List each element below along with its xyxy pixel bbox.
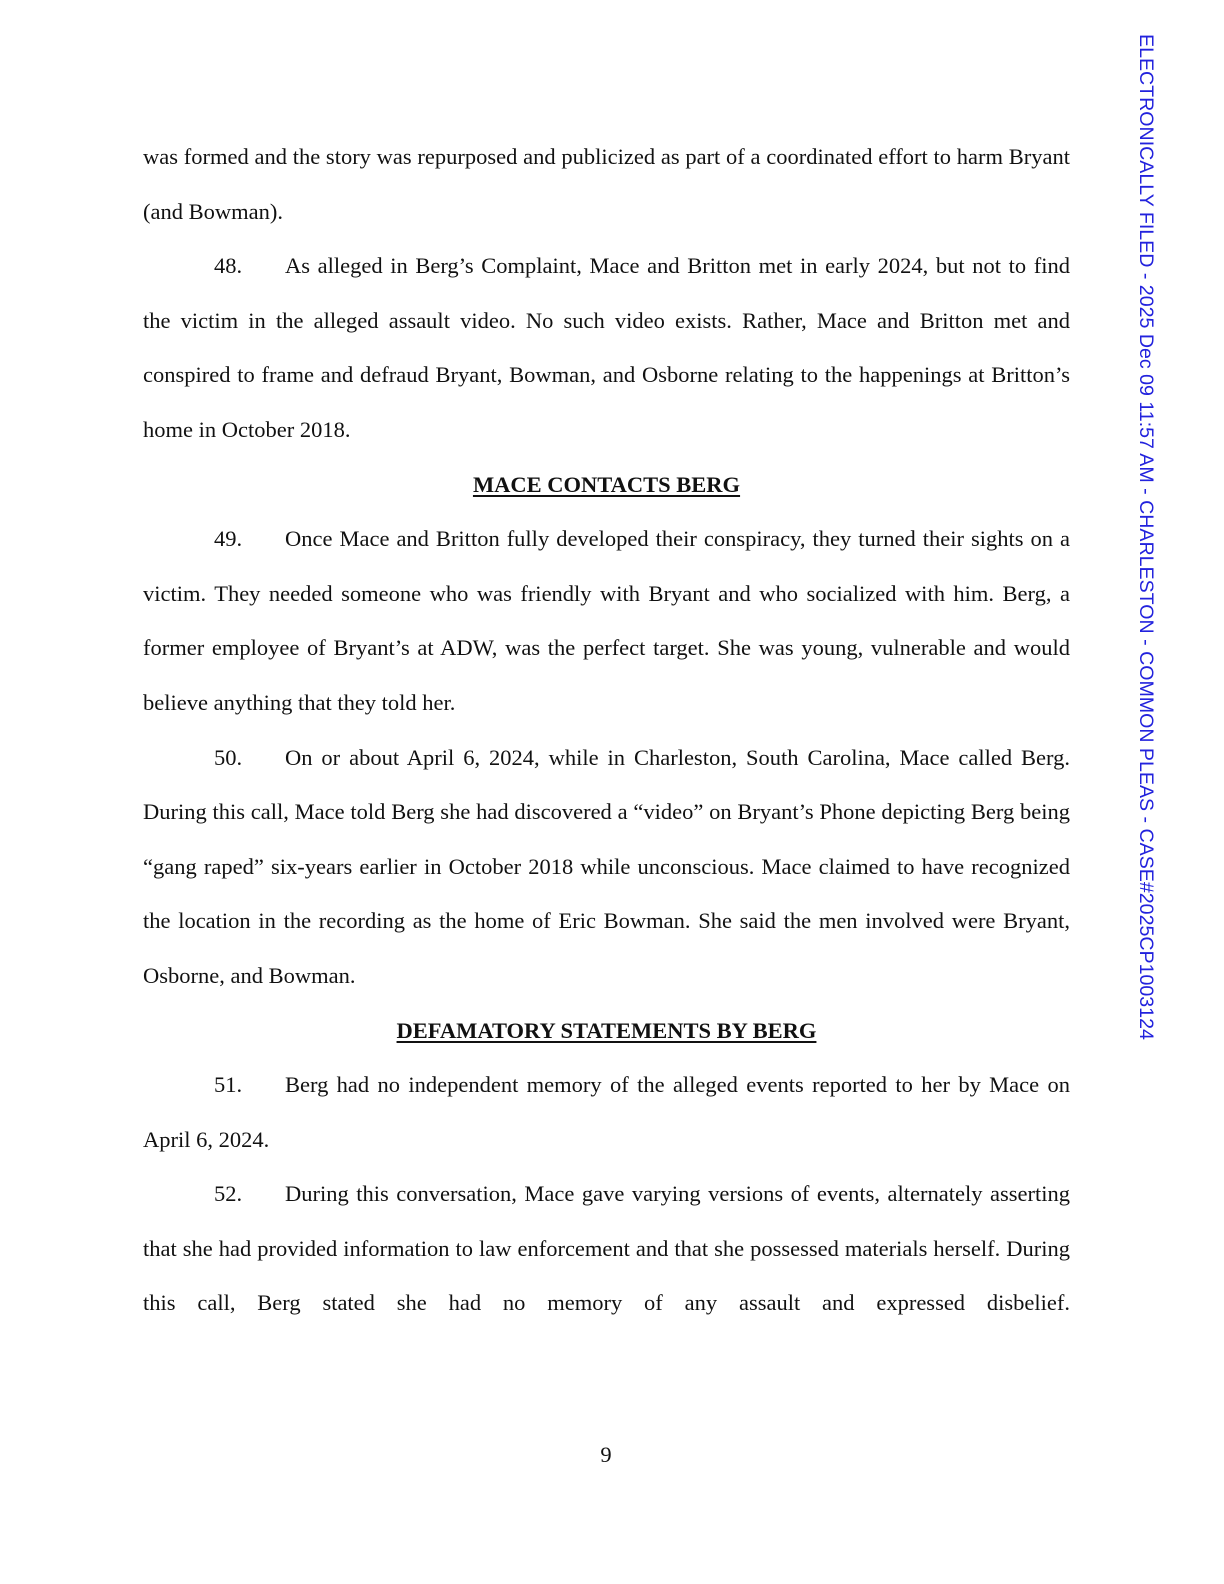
paragraph-51 bbox=[143, 1058, 1070, 1167]
paragraph-48 bbox=[143, 239, 1070, 457]
paragraph-number: 48. bbox=[214, 253, 243, 279]
paragraph-50 bbox=[143, 731, 1070, 1004]
section-heading-defamatory-statements: DEFAMATORY STATEMENTS BY BERG bbox=[396, 1017, 817, 1043]
section-heading-mace-contacts-berg: MACE CONTACTS BERG bbox=[472, 471, 741, 497]
paragraph-text: On or about April 6, 2024, while in Charleston, South Carolina, Mace called Berg. During this call, Mace told Berg she had discovered a “video” on Bryant’s Phone depicting Berg being “gang raped” six-years earlier in October 2018 while unconscious. Mace claimed to have recognized the location in the recording as the home of Eric Bowman. She said the men involved were Bryant, Osborne, and Bowman. bbox=[143, 744, 1070, 988]
paragraph-number: 52. bbox=[214, 1181, 243, 1207]
continued-paragraph: was formed and the story was repurposed and publicized as part of a coordinated effort to harm Bryant (and Bowman). bbox=[143, 144, 1070, 224]
paragraph-number: 49. bbox=[214, 526, 243, 552]
electronic-filing-stamp: ELECTRONICALLY FILED - 2025 Dec 09 11:57 AM - CHARLESTON - COMMON PLEAS - CASE#2025CP1003124 bbox=[1135, 34, 1157, 1040]
paragraph-49 bbox=[143, 512, 1070, 730]
paragraph-text: During this conversation, Mace gave varying versions of events, alternately asserting that she had provided information to law enforcement and that she possessed materials herself. During this call, Berg stated she had no memory of any assault and expressed disbelief. bbox=[143, 1181, 1070, 1316]
paragraph-number: 51. bbox=[214, 1072, 243, 1098]
paragraph-text: Berg had no independent memory of the alleged events reported to her by Mace on April 6, 2024. bbox=[143, 1072, 1070, 1152]
paragraph-text: As alleged in Berg’s Complaint, Mace and Britton met in early 2024, but not to find the victim in the alleged assault video. No such video exists. Rather, Mace and Britton met and conspired to frame and defraud Bryant, Bowman, and Osborne relating to the happenings at Britton’s home in October 2018. bbox=[143, 253, 1070, 442]
page-number: 9 bbox=[600, 1442, 612, 1467]
paragraph-text: Once Mace and Britton fully developed their conspiracy, they turned their sights on a victim. They needed someone who was friendly with Bryant and who socialized with him. Berg, a former employee of Bryant’s at ADW, was the perfect target. She was young, vulnerable and would believe anything that they told her. bbox=[143, 526, 1070, 715]
paragraph-52 bbox=[143, 1167, 1070, 1331]
document-body bbox=[143, 130, 1070, 1331]
paragraph-number: 50. bbox=[214, 744, 243, 770]
